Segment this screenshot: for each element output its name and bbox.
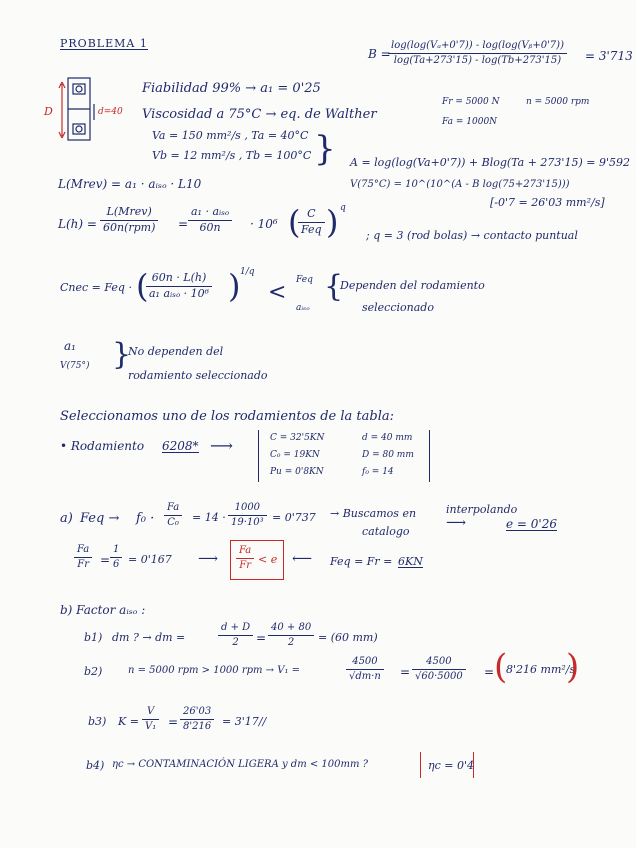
part-a-interp: interpolando bbox=[446, 503, 518, 516]
fr-value: Fr = 5000 N bbox=[442, 97, 500, 107]
part-a-arrow3: ⟵ bbox=[292, 551, 313, 567]
bearing-code: 6208* bbox=[162, 439, 199, 453]
viscosity-line: Viscosidad a 75°C → eq. de Walther bbox=[142, 107, 377, 122]
b4-label: b4) bbox=[86, 759, 105, 772]
part-a-compare-rel: < e bbox=[258, 553, 278, 566]
b3-label: b3) bbox=[88, 715, 107, 728]
cnec-exponent: 1/q bbox=[240, 267, 255, 277]
bearing-D: D = 80 mm bbox=[362, 450, 414, 460]
part-a-compare-frac: $\frac{Fa}{Fr}$ bbox=[236, 545, 254, 571]
part-a-label: a) bbox=[60, 511, 73, 526]
part-a-busca1: → Buscamos en bbox=[330, 507, 417, 520]
indep-text1: No dependen del bbox=[128, 345, 224, 358]
given-brace: } bbox=[314, 129, 336, 169]
b2-text: n = 5000 rpm > 1000 rpm → V₁ = bbox=[128, 665, 301, 676]
part-a-arrow2: ⟶ bbox=[198, 551, 219, 567]
lh-fraction-2: a₁ · aᵢₛₒ 60n bbox=[188, 206, 232, 234]
lh-mult: · 10⁶ bbox=[250, 217, 278, 231]
b2-eq2: = bbox=[484, 665, 495, 679]
diameter-D-label: D bbox=[44, 105, 53, 118]
b2-label: b2) bbox=[84, 665, 103, 678]
b-formula-lhs: B = bbox=[368, 47, 391, 61]
vb-line: Vb = 12 mm²/s , Tb = 100°C bbox=[152, 149, 312, 162]
va-line: Va = 150 mm²/s , Ta = 40°C bbox=[152, 129, 309, 142]
a-formula-line3: [-0'7 = 26'03 mm²/s] bbox=[490, 196, 605, 209]
b1-result: = (60 mm) bbox=[318, 631, 378, 644]
lh-fraction-3: C Feq bbox=[298, 208, 325, 236]
bearing-f0: f₀ = 14 bbox=[362, 467, 394, 477]
rpm-value: n = 5000 rpm bbox=[526, 97, 590, 107]
b3-frac2: $\frac{26'03}{8'216}$ bbox=[180, 706, 214, 732]
b4-result: ηc = 0'4 bbox=[428, 759, 474, 772]
lh-paren-close: ) bbox=[326, 203, 339, 241]
l-mrev-line: L(Mrev) = a₁ · aᵢₛₒ · L10 bbox=[58, 177, 202, 191]
selection-arrow: ⟶ bbox=[210, 436, 233, 455]
diameter-d-label: d=40 bbox=[98, 107, 123, 117]
b2-paren-close: ) bbox=[566, 647, 580, 687]
b1-text: dm ? → dm = bbox=[112, 631, 186, 644]
b1-frac2: $\frac{40 + 80}{2}$ bbox=[268, 622, 314, 648]
part-a-feq-value: 6KN bbox=[398, 555, 423, 568]
b3-text: K = bbox=[118, 715, 139, 728]
cnec-brace-feq: Feq bbox=[296, 275, 313, 285]
lh-exponent: q bbox=[340, 203, 346, 213]
lh-equals: = bbox=[178, 217, 189, 231]
bearing-c0: C₀ = 19KN bbox=[270, 450, 320, 460]
cnec-paren-open: ( bbox=[136, 267, 149, 305]
part-a-eq1: = 14 · bbox=[192, 511, 226, 524]
b3-frac1: $\frac{V}{\text{V₁}}$ bbox=[142, 706, 159, 732]
part-a-fa-c0: $\frac{Fa}{\text{C₀}}$ bbox=[164, 502, 182, 528]
part-a-ratio-lhs: $\frac{Fa}{Fr}$ bbox=[74, 544, 92, 570]
bearing-pu: Pu = 0'8KN bbox=[270, 467, 324, 477]
part-a-e: e = 0'26 bbox=[506, 517, 557, 531]
indep-brace: } bbox=[112, 337, 132, 372]
b2-paren-open: ( bbox=[494, 647, 508, 687]
lh-lhs: L(h) = bbox=[58, 217, 97, 231]
part-a-ratio-result: = 0'167 bbox=[128, 553, 172, 566]
part-a-ratio-eq: = bbox=[100, 553, 111, 567]
b4-text: ηc → CONTAMINACIÓN LIGERA y dm < 100mm ? bbox=[112, 759, 369, 770]
cnec-angle: < bbox=[268, 280, 287, 305]
b1-label: b1) bbox=[84, 631, 103, 644]
part-a-result: = 0'737 bbox=[272, 511, 316, 524]
b3-eq: = bbox=[168, 715, 179, 729]
b1-frac1: $\frac{d + D}{2}$ bbox=[218, 622, 253, 648]
b2-result: 8'216 mm²/s bbox=[506, 663, 576, 676]
b1-eq: = bbox=[256, 631, 267, 645]
indep-v75: V(75°) bbox=[60, 361, 90, 371]
cnec-brace: { bbox=[324, 269, 344, 304]
b-formula-numerator: log(log(Vₐ+0'7)) - log(log(Vᵦ+0'7)) bbox=[388, 40, 567, 54]
reliability-line: Fiabilidad 99% → a₁ = 0'25 bbox=[142, 81, 321, 96]
indep-a1: a₁ bbox=[64, 339, 76, 353]
part-a-f0: f₀ · bbox=[136, 511, 155, 526]
bearing-c: C = 32'5KN bbox=[270, 433, 325, 443]
depends-line2: seleccionado bbox=[362, 301, 434, 314]
part-a-feq: Feq → bbox=[80, 511, 120, 526]
b-formula-result: = 3'713 bbox=[585, 49, 633, 63]
lh-fraction-1: L(Mrev) 60n(rpm) bbox=[100, 206, 158, 234]
selection-intro: Seleccionamos uno de los rodamientos de la tabla: bbox=[60, 409, 395, 424]
indep-text2: rodamiento seleccionado bbox=[128, 369, 268, 382]
bearing-d: d = 40 mm bbox=[362, 433, 413, 443]
cnec-lhs: Cnec = Feq · bbox=[60, 281, 132, 294]
fa-value: Fa = 1000N bbox=[442, 117, 498, 127]
part-a-ratio-value: $\frac{1}{6}$ bbox=[110, 544, 122, 570]
depends-line1: Dependen del rodamiento bbox=[340, 279, 485, 292]
page-title: PROBLEMA 1 bbox=[60, 37, 148, 50]
part-a-arrow: ⟶ bbox=[446, 515, 467, 531]
cnec-fraction: 60n · L(h) a₁ aᵢₛₒ · 10⁶ bbox=[146, 272, 212, 300]
part-a-feq-final: Feq = Fr = bbox=[330, 555, 393, 568]
b2-frac1: $\frac{4500}{√dm\cdot n}$ bbox=[346, 656, 384, 682]
part-b-title: b) Factor aᵢₛₒ : bbox=[60, 603, 146, 617]
cnec-brace-aiso: aᵢₛₒ bbox=[296, 303, 310, 313]
part-a-frac2: $\frac{1000}{\text{19·10³}}$ bbox=[228, 502, 267, 528]
cnec-paren-close: ) bbox=[228, 267, 241, 305]
b-formula-denominator: log(Ta+273'15) - log(Tb+273'15) bbox=[393, 54, 562, 66]
b2-frac2: $\frac{4500}{√60\cdot 5000}$ bbox=[412, 656, 466, 682]
lh-paren-open: ( bbox=[288, 203, 301, 241]
b3-result: = 3'17// bbox=[222, 715, 267, 728]
q-note: ; q = 3 (rod bolas) → contacto puntual bbox=[366, 229, 578, 242]
part-a-busca2: catalogo bbox=[362, 525, 410, 538]
selection-bullet: • Rodamiento bbox=[60, 439, 145, 453]
b2-eq: = bbox=[400, 665, 411, 679]
a-formula-line1: A = log(log(Va+0'7)) + Blog(Ta + 273'15) = 9'592 bbox=[350, 156, 630, 169]
a-formula-line2: V(75°C) = 10^(10^(A - B log(75+273'15))) bbox=[350, 179, 570, 190]
